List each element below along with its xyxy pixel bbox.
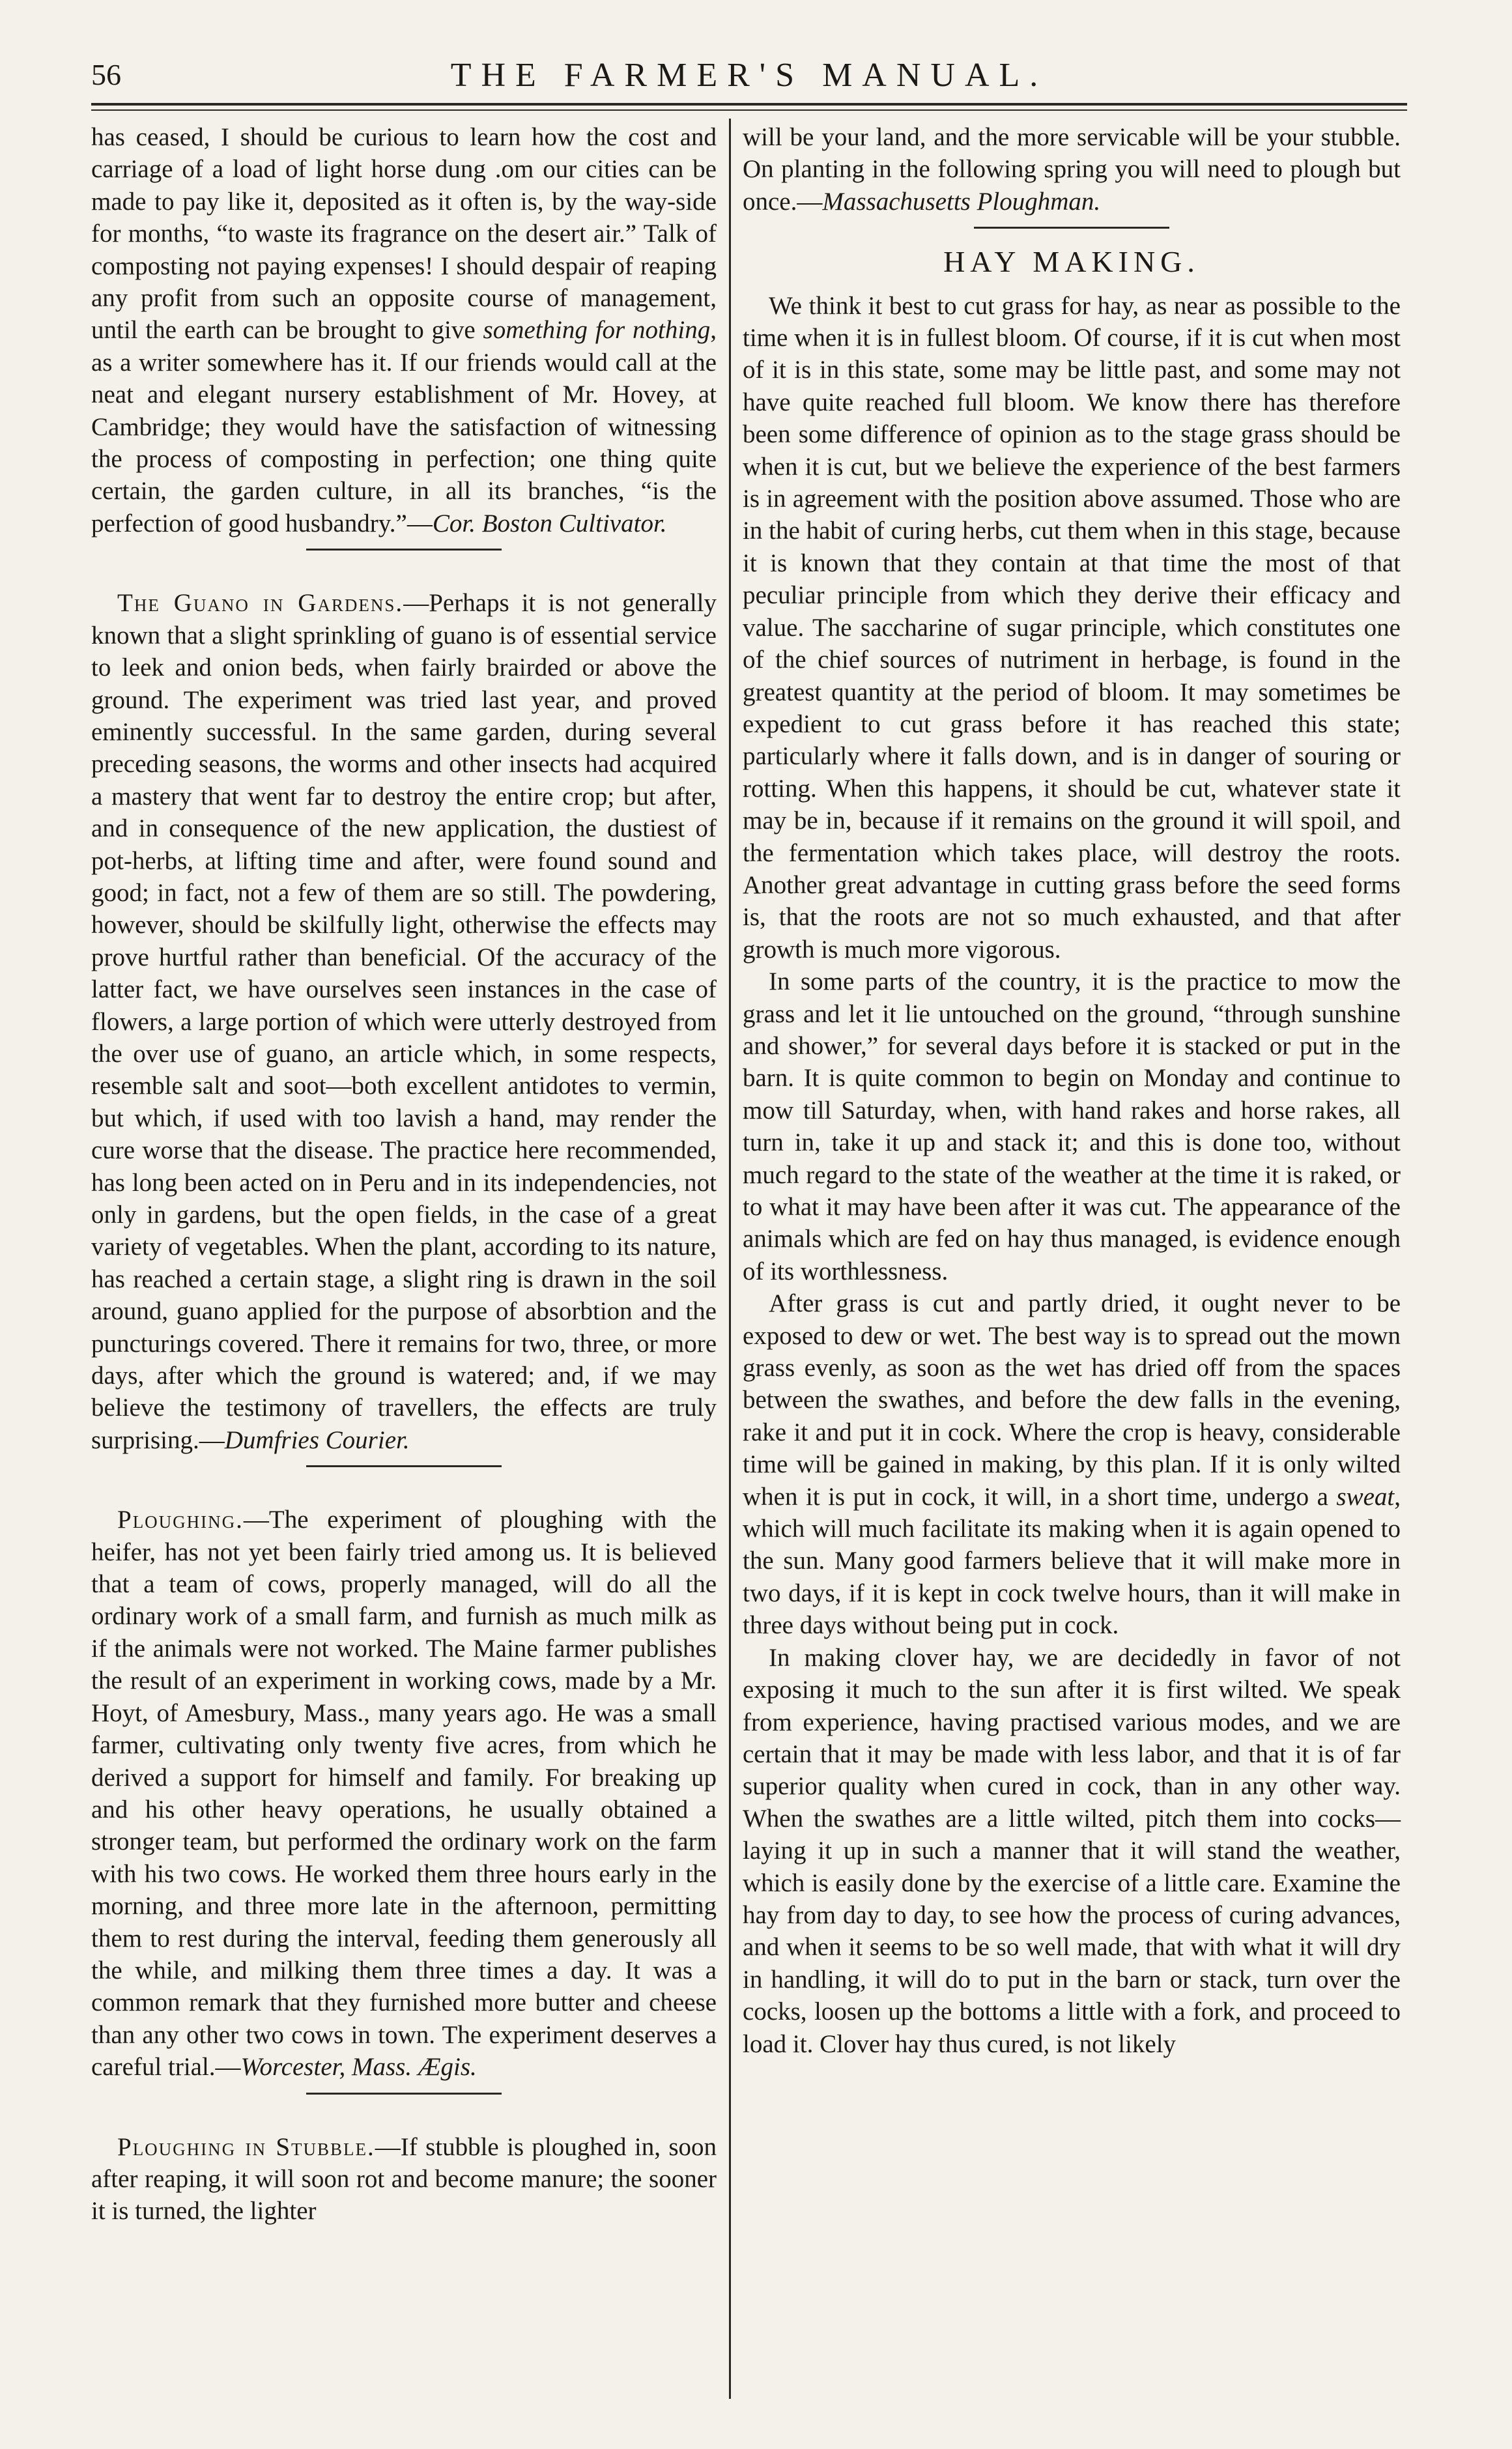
hay-paragraph-3: After grass is cut and partly dried, it ought never to be exposed to dew or wet. The best way is to spread out the mown grass evenly, as soon as the wet has dried off from the spaces between the swathes, and before the dew falls in the evening, rake it and put it in cock. Where the crop is heavy, considerable time will be gained in making, by this plan. If it is only wilted when it is put in cock, it will, in a short time, undergo a sweat, which will much facilitate its making when it is again opened to the sun. Many good farmers believe that it will make more in two days, if it is kept in cock twelve hours, than it will make in three days without being put in cock. [743, 1289, 1401, 1640]
article-source: Dumfries Courier. [224, 1425, 410, 1454]
article-ploughing-stubble: Ploughing in Stubble.—If stubble is ploughed in, soon after reaping, it will soon rot and become manure; the sooner it is turned, the lighter [91, 2132, 717, 2226]
article-source: Massachusetts Ploughman. [822, 187, 1101, 216]
article-source: Worcester, Mass. Ægis. [240, 2053, 477, 2082]
page-number: 56 [91, 58, 121, 91]
left-column [91, 121, 717, 2227]
article-lead: Ploughing. [117, 1506, 244, 1534]
hay-paragraph-1: We think it best to cut grass for hay, as near as possible to the time when it is in fullest bloom. Of course, if it is cut when most of it is in this state, some may be little past, and some may not have quite reached full bloom. We know there has therefore been some difference of opinion as to the stage grass should be when it is cut, but we believe the experience of the best farmers is in agreement with the position above assumed. Those who are in the habit of curing herbs, cut them when in this stage, because it is known that they contain at that time the most of that peculiar principle from which they derive their efficacy and value. The saccharine of sugar principle, which constitutes one of the chief sources of nutriment in herbage, is found in the greatest quantity at the period of bloom. It may sometimes be expedient to cut grass before it has reached this state; particularly where it falls down, and is in danger of souring or rotting. When this happens, it should be cut, whatever state it may be in, because if it remains on the ground it will spoil, and the fermentation which takes place, will destroy the roots. Another great advantage in cutting grass before the seed forms is, that the roots are not so much exhausted, and that after growth is much more vigorous. [743, 291, 1401, 964]
header-rule [91, 103, 1407, 106]
hay-paragraph-4: In making clover hay, we are decidedly in favor of not exposing it much to the sun after it is first wilted. We speak from experience, having practised various modes, and we are certain that it may be made with less labor, and that it is of far superior quality when cured in cock, than in any other way. When the swathes are a little wilted, pitch them into cocks—laying it up in such a manner that it will stand the weather, which is easily done by the exercise of a little care. Examine the hay from day to day, to see how the process of curing advances, and when it seems to be so well made, that with what it will dry in handling, it will do to put in the barn or stack, turn over the cocks, loosen up the bottoms a little with a fork, and proceed to load it. Clover hay thus cured, is not likely [743, 1643, 1401, 2058]
article-guano: The Guano in Gardens.—Perhaps it is not generally known that a slight sprinkling of guano is of essential service to leek and onion beds, when fairly brairded or above the ground. The experiment was tried last year, and proved eminently successful. In the same garden, during several preceding seasons, the worms and other insects had acquired a mastery that went far to destroy the entire crop; but after, and in consequence of the new application, the dustiest of pot-herbs, at lifting time and after, were found sound and good; in fact, not a few of them are so still. The powdering, however, should be skilfully light, otherwise the effects may prove hurtful rather than beneficial. Of the accuracy of the latter fact, we have ourselves seen instances in the case of flowers, a large portion of which were utterly destroyed from the over use of guano, an article which, in some respects, resemble salt and soot—both excellent antidotes to vermin, but which, if used with too lavish a hand, may render the cure worse that the disease. The practice here recommended, has long been acted on in Peru and in its independencies, not only in gardens, but the open fields, in the case of a great variety of vegetables. When the plant, according to its nature, has reached a certain stage, a slight ring is drawn in the soil around, guano applied for the purpose of absorbtion and the puncturings covered. There it remains for two, three, or more days, after which the ground is watered; and, if we may believe the testimony of travellers, the effects are truly surprising.—Dumfries Courier. [91, 589, 717, 1454]
article-ploughing: Ploughing.—The experiment of ploughing with the heifer, has not yet been fairly tried among us. It is believed that a team of cows, properly managed, will do all the ordinary work of a small farm, and furnish as much milk as if the animals were not worked. The Maine farmer publishes the result of an experiment in working cows, made by a Mr. Hoyt, of Amesbury, Mass., many years ago. He was a small farmer, cultivating only twenty five acres, from which he derived a support for himself and family. For breaking up and his other heavy operations, he usually obtained a stronger team, but performed the ordinary work on the farm with his two cows. He worked them three hours early in the morning, and three more late in the afternoon, permitting them to rest during the interval, feeding them generously all the while, and milking them three times a day. It was a common remark that they furnished more butter and cheese than any other two cows in town. The experiment deserves a careful trial.—Worcester, Mass. Ægis. [91, 1506, 717, 2082]
article-lead: Ploughing in Stubble. [117, 2132, 375, 2161]
running-title: THE FARMER'S MANUAL. [450, 57, 1048, 94]
article-source: Cor. Boston Cultivator. [432, 509, 667, 537]
article-separator [306, 2093, 502, 2095]
article-separator [974, 227, 1169, 229]
emphasis-text: sweat [1336, 1482, 1395, 1511]
article-compost-continuation: has ceased, I should be curious to learn how the cost and carriage of a load of light horse dung .om our cities can be made to pay like it, deposited as it often is, by the way-side for months, “to waste its fragrance on the desert air.” Talk of composting not paying expenses! I should despair of reaping any profit from such an opposite course of management, until the earth can be brought to give something for nothing, as a writer somewhere has it. If our friends would call at the neat and elegant nursery establishment of Mr. Hovey, at Cambridge; they would have the satisfaction of witnessing the process of composting in perfection; one thing quite certain, the garden culture, in all its branches, “is the perfection of good husbandry.”—Cor. Boston Cultivator. [91, 123, 717, 537]
article-separator [306, 549, 502, 551]
header-rule-thin [91, 109, 1407, 111]
page-header [91, 52, 1407, 98]
right-column [743, 121, 1401, 2060]
article-separator [306, 1465, 502, 1467]
section-heading-hay-making: HAY MAKING. [943, 245, 1200, 279]
column-divider [729, 119, 731, 2399]
article-lead: The Guano in Gardens. [117, 589, 404, 618]
emphasis-text: something for nothing [483, 316, 711, 345]
article-stubble-continuation: will be your land, and the more servicable will be your stubble. On planting in the following spring you will need to plough but once.—Massachusetts Ploughman. [743, 123, 1401, 216]
hay-paragraph-2: In some parts of the country, it is the practice to mow the grass and let it lie untouched on the ground, “through sunshine and shower,” for several days before it is stacked or put in the barn. It is quite common to begin on Monday and continue to mow till Saturday, when, with hand rakes and horse rakes, all turn in, take it up and stack it; and this is done too, without much regard to the state of the weather at the time it is raked, or to what it may have been after it was cut. The appearance of the animals which are fed on hay thus managed, is evidence enough of its worthlessness. [743, 967, 1401, 1285]
